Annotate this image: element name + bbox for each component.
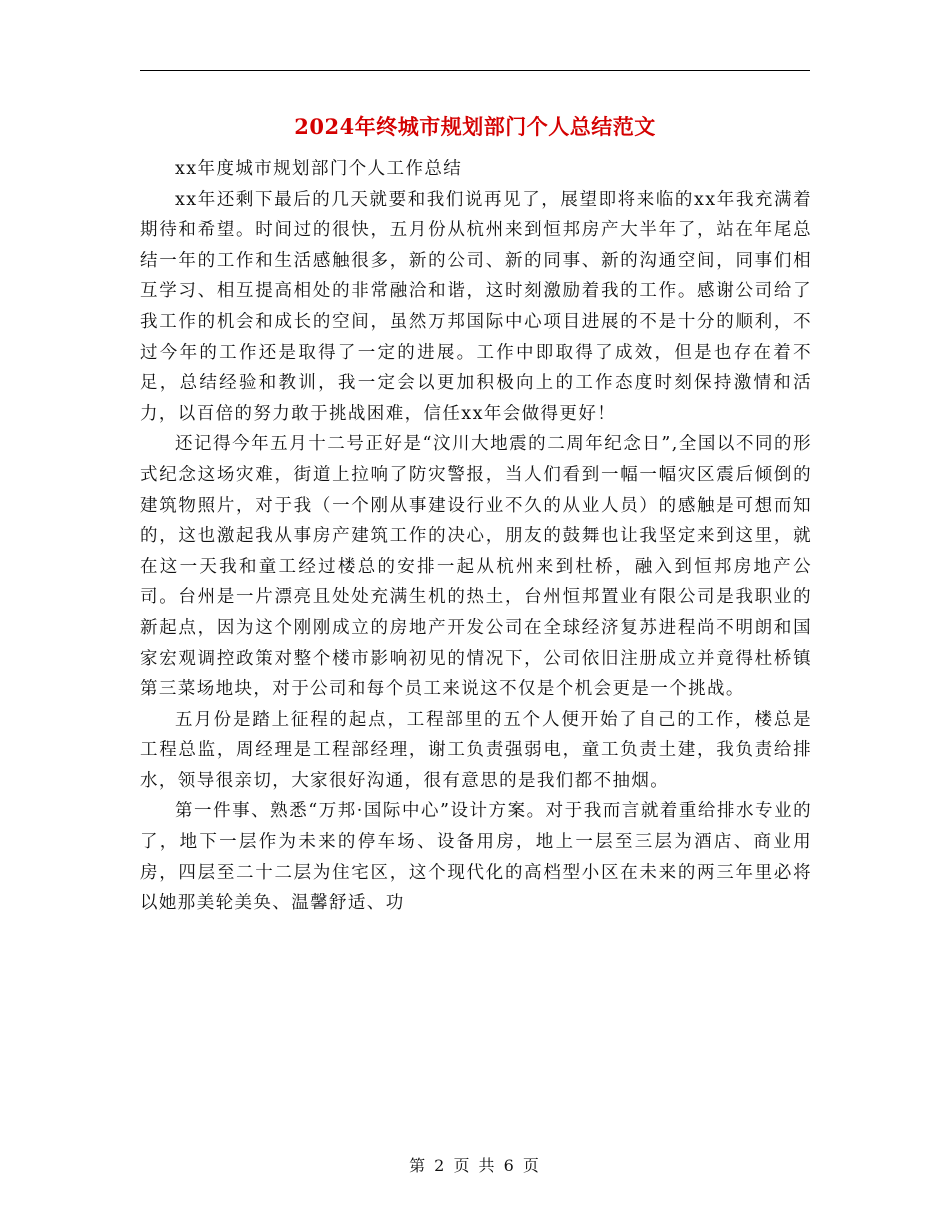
document-title: 2024年终城市规划部门个人总结范文 bbox=[294, 114, 656, 139]
paragraph-4: 第一件事、熟悉“万邦·国际中心”设计方案。对于我而言就着重给排水专业的了，地下一层作为未来的停车场、设备用房，地上一层至三层为酒店、商业用房，四层至二十二层为住宅区，这个现代化的高档型小区在未来的两三年里必将以她那美轮美奂、温馨舒适、功 bbox=[140, 801, 812, 914]
paragraph-2: 还记得今年五月十二号正好是“汶川大地震的二周年纪念日”,全国以不同的形式纪念这场灾难，街道上拉响了防灾警报，当人们看到一幅一幅灾区震后倾倒的建筑物照片，对于我（一个刚从事建设行业不久的从业人员）的感触是可想而知的，这也激起我从事房产建筑工作的决心，朋友的鼓舞也让我坚定来到这里，就在这一天我和童工经过楼总的安排一起从杭州来到杜桥，融入到恒邦房地产公司。台州是一片漂亮且处处充满生机的热土，台州恒邦置业有限公司是我职业的新起点，因为这个刚刚成立的房地产开发公司在全球经济复苏进程尚不明朗和国家宏观调控政策对整个楼市影响初见的情况下，公司依旧注册成立并竟得杜桥镇第三菜场地块，对于公司和每个员工来说这不仅是个机会更是一个挑战。 bbox=[140, 434, 812, 700]
paragraph-1: xx年还剩下最后的几天就要和我们说再见了，展望即将来临的xx年我充满着期待和希望。时间过的很快，五月份从杭州来到恒邦房产大半年了，站在年尾总结一年的工作和生活感触很多，新的公司、新的同事、新的沟通空间，同事们相互学习、相互提高相处的非常融洽和谐，这时刻激励着我的工作。感谢公司给了我工作的机会和成长的空间，虽然万邦国际中心项目进展的不是十分的顺利，不过今年的工作还是取得了一定的进展。工作中即取得了成效，但是也存在着不足，总结经验和教训，我一定会以更加积极向上的工作态度时刻保持激情和活力，以百倍的努力敢于挑战困难，信任xx年会做得更好！ bbox=[140, 189, 812, 424]
paragraph-3: 五月份是踏上征程的起点，工程部里的五个人便开始了自己的工作，楼总是工程总监，周经理是工程部经理，谢工负责强弱电，童工负责土建，我负责给排水，领导很亲切，大家很好沟通，很有意思的是我们都不抽烟。 bbox=[140, 709, 812, 791]
header-rule bbox=[140, 70, 810, 71]
page-number: 第 2 页 共 6 页 bbox=[409, 1156, 541, 1175]
document-body bbox=[140, 154, 812, 919]
paragraph-subtitle: xx年度城市规划部门个人工作总结 bbox=[175, 159, 463, 179]
